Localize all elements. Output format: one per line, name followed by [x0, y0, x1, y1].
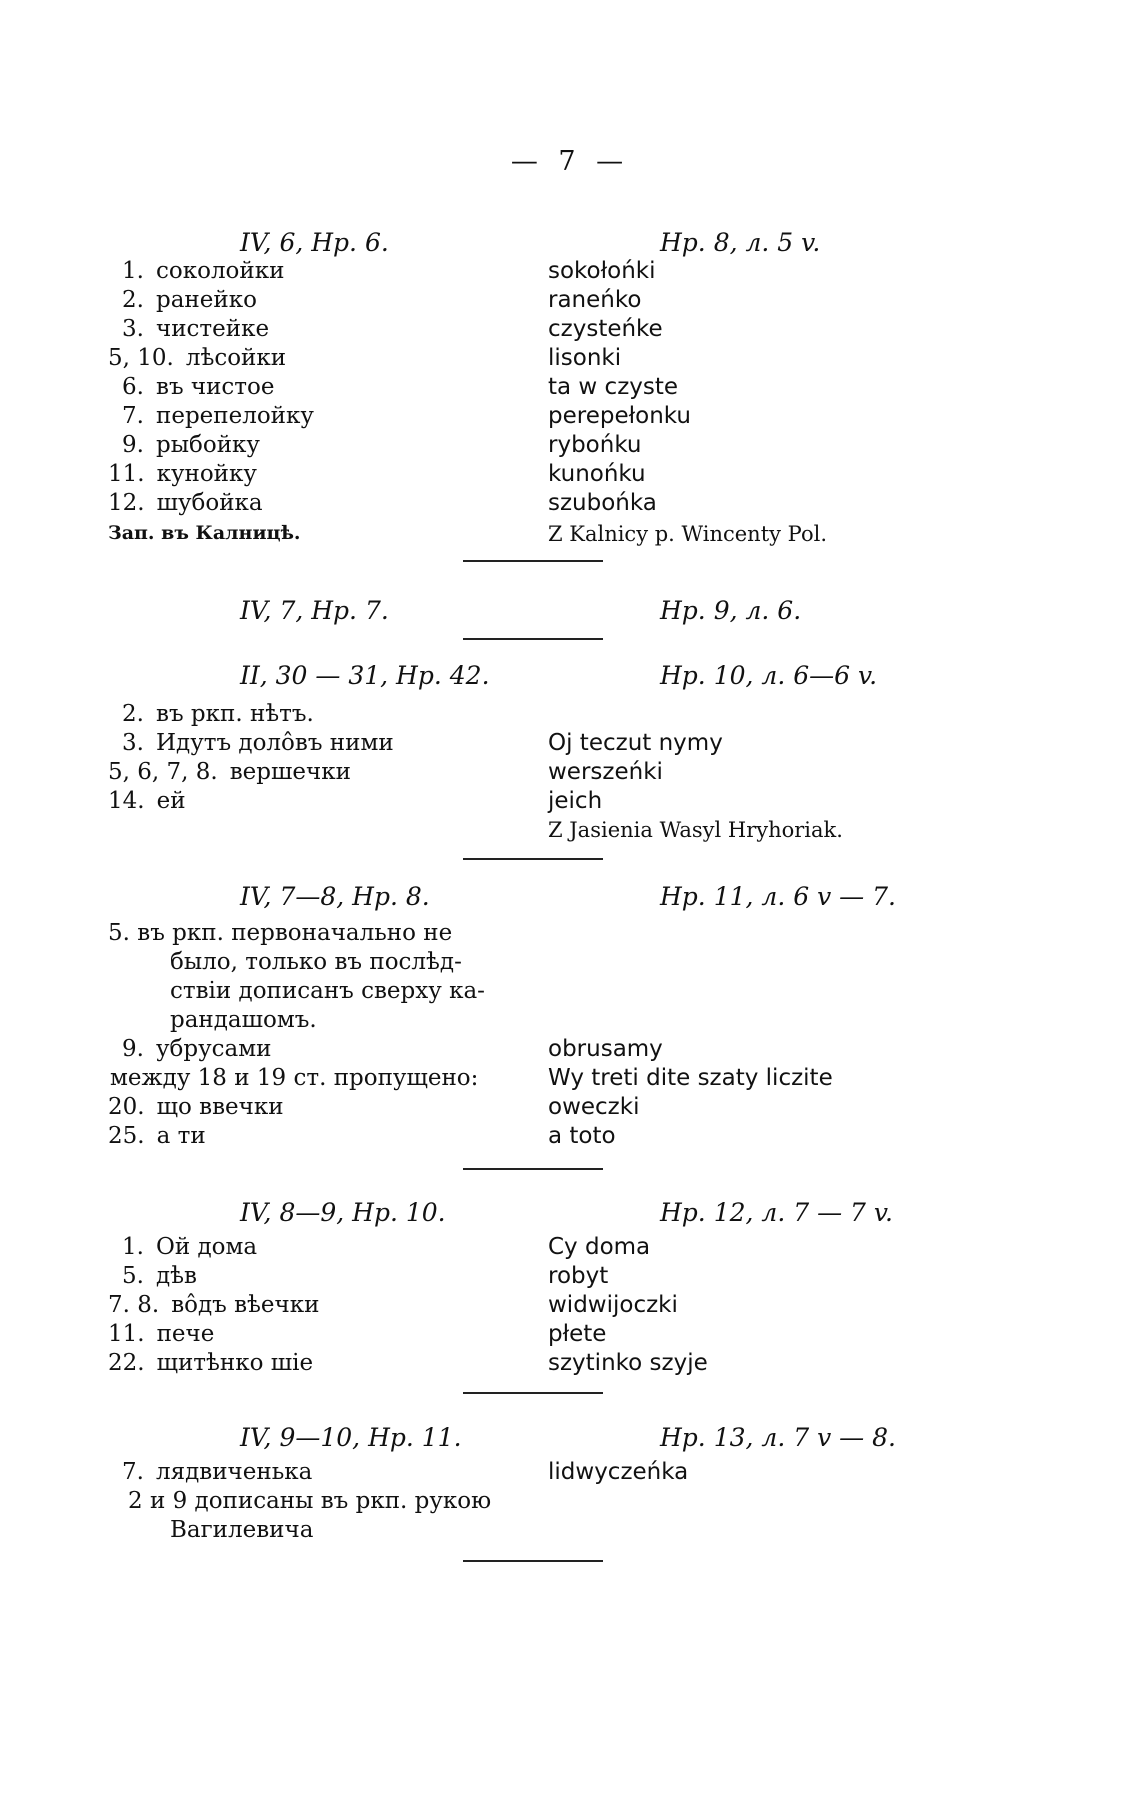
entry-row: 5, 6, 7, 8. вершечки werszeńki	[108, 759, 663, 785]
entry-row: 11. кунойку kunońku	[108, 461, 646, 487]
entry-row: 6. въ чистое ta w czyste	[122, 374, 679, 400]
entry-row: 5, 10. лѣсойки lisonki	[108, 345, 622, 371]
left-header: II, 30 — 31, Hp. 42.	[240, 661, 490, 690]
right-header: Hp. 10, л. 6—6 v.	[660, 661, 878, 690]
section-divider	[463, 1168, 603, 1170]
note-line: 5. въ ркп. первоначально не	[108, 920, 453, 946]
left-header: IV, 8—9, Hp. 10.	[240, 1198, 446, 1227]
note-line: Вагилевича	[170, 1517, 314, 1543]
left-header: IV, 7, Hp. 7.	[240, 596, 389, 625]
note-line: 2 и 9 дописаны въ ркп. рукою	[128, 1488, 492, 1514]
entry-row: 11. пече płete	[108, 1321, 607, 1347]
entry-row: 14. ей jeich	[108, 788, 603, 814]
right-header: Hp. 12, л. 7 — 7 v.	[660, 1198, 893, 1227]
entry-row: 12. шубойка szubońka	[108, 490, 657, 516]
entry-row: между 18 и 19 ст. пропущено: Wy treti dite szaty liczite	[110, 1065, 833, 1091]
entry-row: 3. Идутъ долôвъ ними Oj teczut nymy	[122, 730, 723, 756]
entry-row: 7. перепелойку perepełonku	[122, 403, 691, 429]
source-row	[0, 818, 1140, 847]
section-divider	[463, 1392, 603, 1394]
note-line: ствіи дописанъ сверху ка-	[170, 978, 485, 1004]
right-header: Hp. 11, л. 6 v — 7.	[660, 882, 896, 911]
section-divider	[463, 638, 603, 640]
right-header: Hp. 9, л. 6.	[660, 596, 802, 625]
entry-row: 1. Ой дома Cy doma	[122, 1234, 651, 1260]
note-line: рандашомъ.	[170, 1007, 317, 1033]
entry-row: 20. що ввечки oweczki	[108, 1094, 640, 1120]
entry-row: 25. а ти a toto	[108, 1123, 616, 1149]
note-line: было, только въ послѣд-	[170, 949, 462, 975]
left-header: IV, 9—10, Hp. 11.	[240, 1423, 462, 1452]
source-row	[0, 522, 1140, 551]
left-header: IV, 7—8, Hp. 8.	[240, 882, 430, 911]
entry-row: 2. въ ркп. нѣтъ.	[122, 701, 314, 727]
entry-row: 3. чистейке czysteńke	[122, 316, 663, 342]
section-divider	[463, 858, 603, 860]
left-header: IV, 6, Hp. 6.	[240, 228, 389, 257]
source-note-right: Z Jasienia Wasyl Hryhoriak.	[548, 818, 843, 842]
section-divider	[463, 1560, 603, 1562]
page-number: — 7 —	[510, 146, 630, 177]
entry-row: 22. щитѣнко шіе szytinko szyje	[108, 1350, 708, 1376]
entry-row: 2. ранейко raneńko	[122, 287, 642, 313]
entry-row: 7. 8. вôдъ вѣечки widwijoczki	[108, 1292, 678, 1318]
entry-row: 7. лядвиченька lidwyczeńka	[122, 1459, 689, 1485]
source-note-left: Зап. въ Калницѣ.	[108, 522, 301, 544]
section-divider	[463, 560, 603, 562]
entry-row: 9. рыбойку rybońku	[122, 432, 642, 458]
source-note-right: Z Kalnicy p. Wincenty Pol.	[548, 522, 827, 546]
right-header: Hp. 8, л. 5 v.	[660, 228, 821, 257]
entry-row: 5. дѣв robyt	[122, 1263, 609, 1289]
right-header: Hp. 13, л. 7 v — 8.	[660, 1423, 896, 1452]
entry-row: 1. соколойки sokołońki	[122, 258, 656, 284]
entry-row: 9. убрусами obrusamy	[122, 1036, 663, 1062]
